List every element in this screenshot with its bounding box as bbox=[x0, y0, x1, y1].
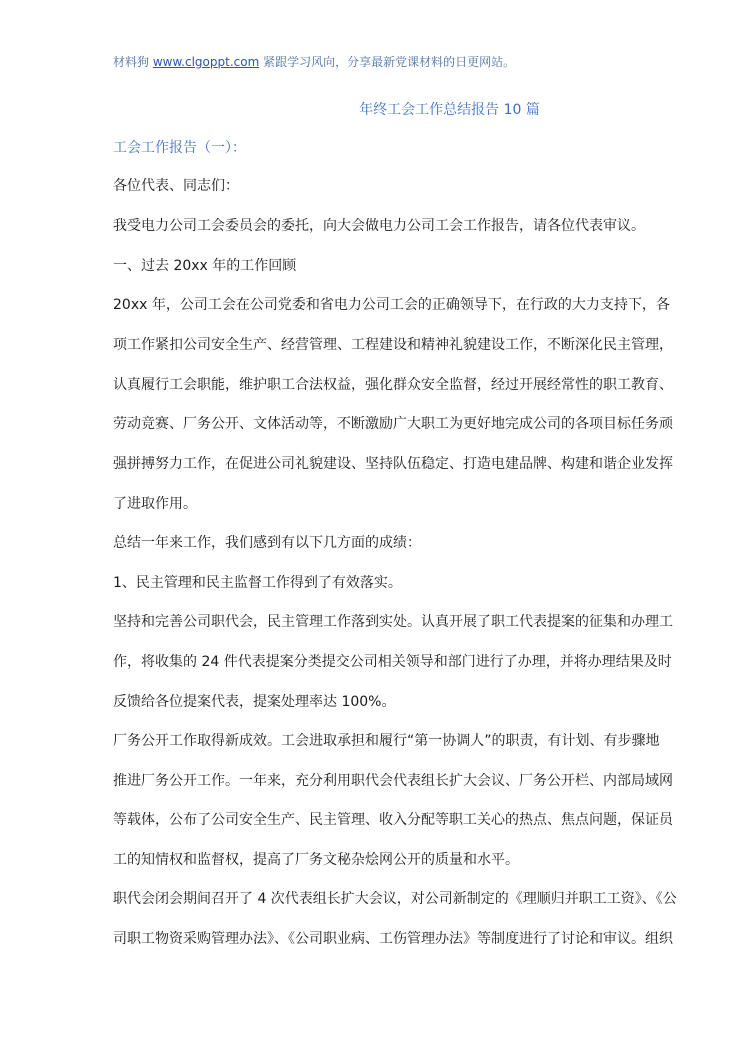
body-line: 项工作紧扣公司安全生产、经营管理、工程建设和精神礼貌建设工作，不断深化民主管理， bbox=[113, 337, 673, 353]
body-line: 20xx 年，公司工会在公司党委和省电力公司工会的正确领导下，在行政的大力支持下，各 bbox=[113, 297, 670, 313]
header-prefix: 材料狗 bbox=[113, 55, 150, 69]
body-line: 反馈给各位提案代表，提案处理率达 100%。 bbox=[113, 694, 396, 710]
document-title: 年终工会工作总结报告 10 篇 bbox=[359, 102, 540, 118]
body-line: 认真履行工会职能，维护职工合法权益，强化群众安全监督，经过开展经常性的职工教育、 bbox=[113, 377, 673, 393]
body-line: 作，将收集的 24 件代表提案分类提交公司相关领导和部门进行了办理，并将办理结果及时 bbox=[113, 654, 672, 670]
body-line: 司职工物资采购管理办法》、《公司职业病、工伤管理办法》等制度进行了讨论和审议。组织 bbox=[113, 931, 673, 947]
body-line: 各位代表、同志们： bbox=[113, 178, 239, 194]
body-line: 我受电力公司工会委员会的委托，向大会做电力公司工会工作报告，请各位代表审议。 bbox=[113, 218, 645, 234]
header-link[interactable]: www.clgoppt.com bbox=[152, 55, 260, 69]
body-line: 职代会闭会期间召开了 4 次代表组长扩大会议，对公司新制定的《理顺归并职工工资》、《公 bbox=[113, 891, 677, 907]
body-line: 推进厂务公开工作。一年来，充分利用职代会代表组长扩大会议、厂务公开栏、内部局域网 bbox=[113, 773, 673, 789]
site-header bbox=[113, 53, 515, 70]
body-line: 厂务公开工作取得新成效。工会进取承担和履行“第一协调人”的职责，有计划、有步骤地 bbox=[113, 733, 660, 749]
body-line: 强拼搏努力工作，在促进公司礼貌建设、坚持队伍稳定、打造电建品牌、构建和谐企业发挥 bbox=[113, 456, 673, 472]
body-line: 坚持和完善公司职代会，民主管理工作落到实处。认真开展了职工代表提案的征集和办理工 bbox=[113, 614, 673, 630]
body-line: 总结一年来工作，我们感到有以下几方面的成绩： bbox=[113, 535, 421, 551]
body-line: 劳动竞赛、厂务公开、文体活动等，不断激励广大职工为更好地完成公司的各项目标任务顽 bbox=[113, 416, 673, 432]
body-line: 了进取作用。 bbox=[113, 496, 197, 512]
section-heading: 工会工作报告（一）： bbox=[113, 140, 246, 156]
header-suffix: 紧跟学习风向，分享最新党课材料的日更网站。 bbox=[263, 55, 516, 69]
body-line: 等载体，公布了公司安全生产、民主管理、收入分配等职工关心的热点、焦点问题，保证员 bbox=[113, 812, 673, 828]
body-line: 1、民主管理和民主监督工作得到了有效落实。 bbox=[113, 575, 402, 591]
body-line: 工的知情权和监督权，提高了厂务文秘杂烩网公开的质量和水平。 bbox=[113, 852, 519, 868]
body-line: 一、过去 20xx 年的工作回顾 bbox=[113, 258, 297, 274]
